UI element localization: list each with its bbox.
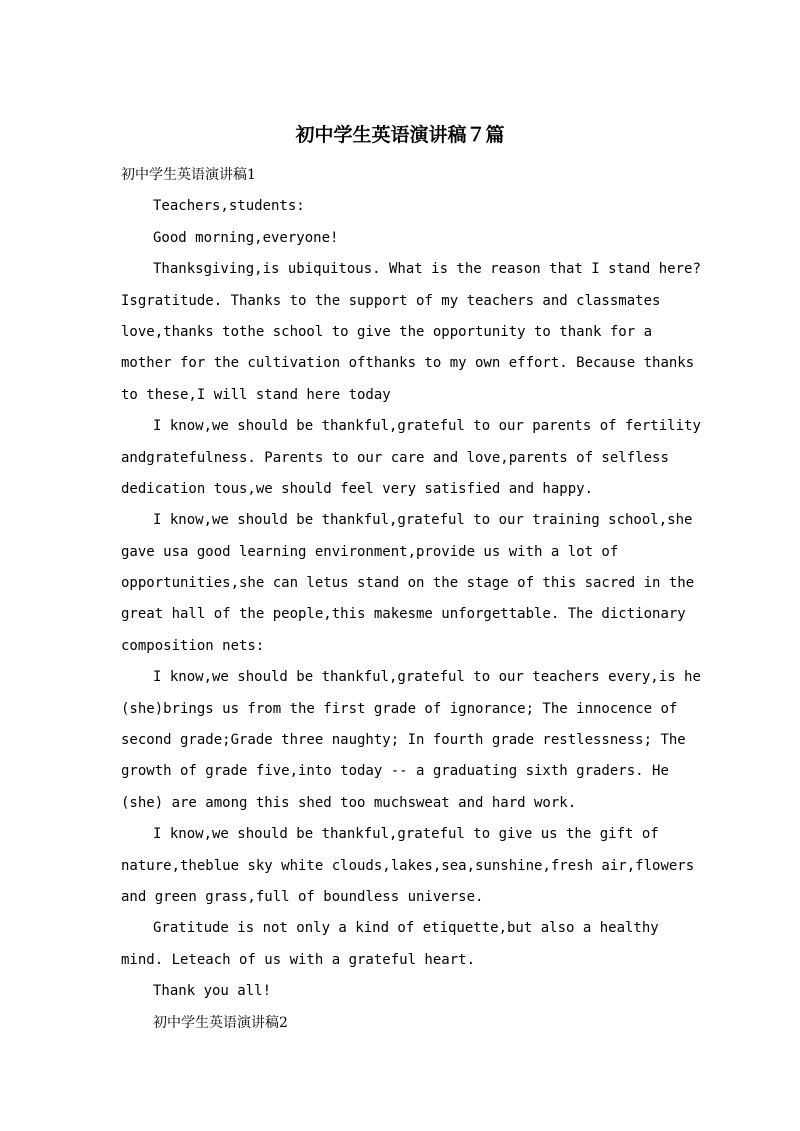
text-line: andgratefulness. Parents to our care and love,parents of selfless <box>121 449 669 466</box>
text-line: growth of grade five,into today -- a graduating sixth graders. He <box>121 763 669 780</box>
text-line: composition nets: <box>121 637 265 654</box>
text-line: mind. Leteach of us with a grateful heart. <box>121 951 476 968</box>
text-line: Gratitude is not only a kind of etiquette,but also a healthy <box>153 920 659 937</box>
text-line: I know,we should be thankful,grateful to our parents of fertility <box>153 418 701 435</box>
text-line: I know,we should be thankful,grateful to our teachers every,is he <box>153 669 701 686</box>
text-line: to these,I will stand here today <box>121 386 391 403</box>
text-line: dedication tous,we should feel very satisfied and happy. <box>121 480 594 497</box>
text-line: (she)brings us from the first grade of ignorance; The innocence of <box>121 700 678 717</box>
text-line: nature,theblue sky white clouds,lakes,sea,sunshine,fresh air,flowers <box>121 857 695 874</box>
text-line: I know,we should be thankful,grateful to our training school,she <box>153 512 693 529</box>
text-line: and green grass,full of boundless universe. <box>121 888 484 905</box>
text-line: great hall of the people,this makesme unforgettable. The dictionary <box>121 606 686 623</box>
text-line: opportunities,she can letus stand on the stage of this sacred in the <box>121 575 695 592</box>
text-line: Isgratitude. Thanks to the support of my teachers and classmates <box>121 292 661 309</box>
text-line: Thanksgiving,is ubiquitous. What is the reason that I stand here? <box>153 261 701 278</box>
text-line: I know,we should be thankful,grateful to give us the gift of <box>153 826 659 843</box>
text-line: Teachers,students: <box>153 198 305 215</box>
text-line: Good morning,everyone! <box>153 229 339 246</box>
page-title: 初中学生英语演讲稿７篇 <box>295 124 505 146</box>
speech-body <box>121 160 701 1039</box>
text-line: love,thanks tothe school to give the opportunity to thank for a <box>121 323 653 340</box>
section-heading: 初中学生英语演讲稿2 <box>153 1014 288 1031</box>
text-line: mother for the cultivation ofthanks to my own effort. Because thanks <box>121 355 695 372</box>
text-line: Thank you all! <box>153 983 272 1000</box>
section-heading: 初中学生英语演讲稿1 <box>121 167 256 183</box>
text-line: second grade;Grade three naughty; In fourth grade restlessness; The <box>121 732 686 749</box>
text-line: (she) are among this shed too muchsweat and hard work. <box>121 794 577 811</box>
text-line: gave usa good learning environment,provide us with a lot of <box>121 543 619 560</box>
